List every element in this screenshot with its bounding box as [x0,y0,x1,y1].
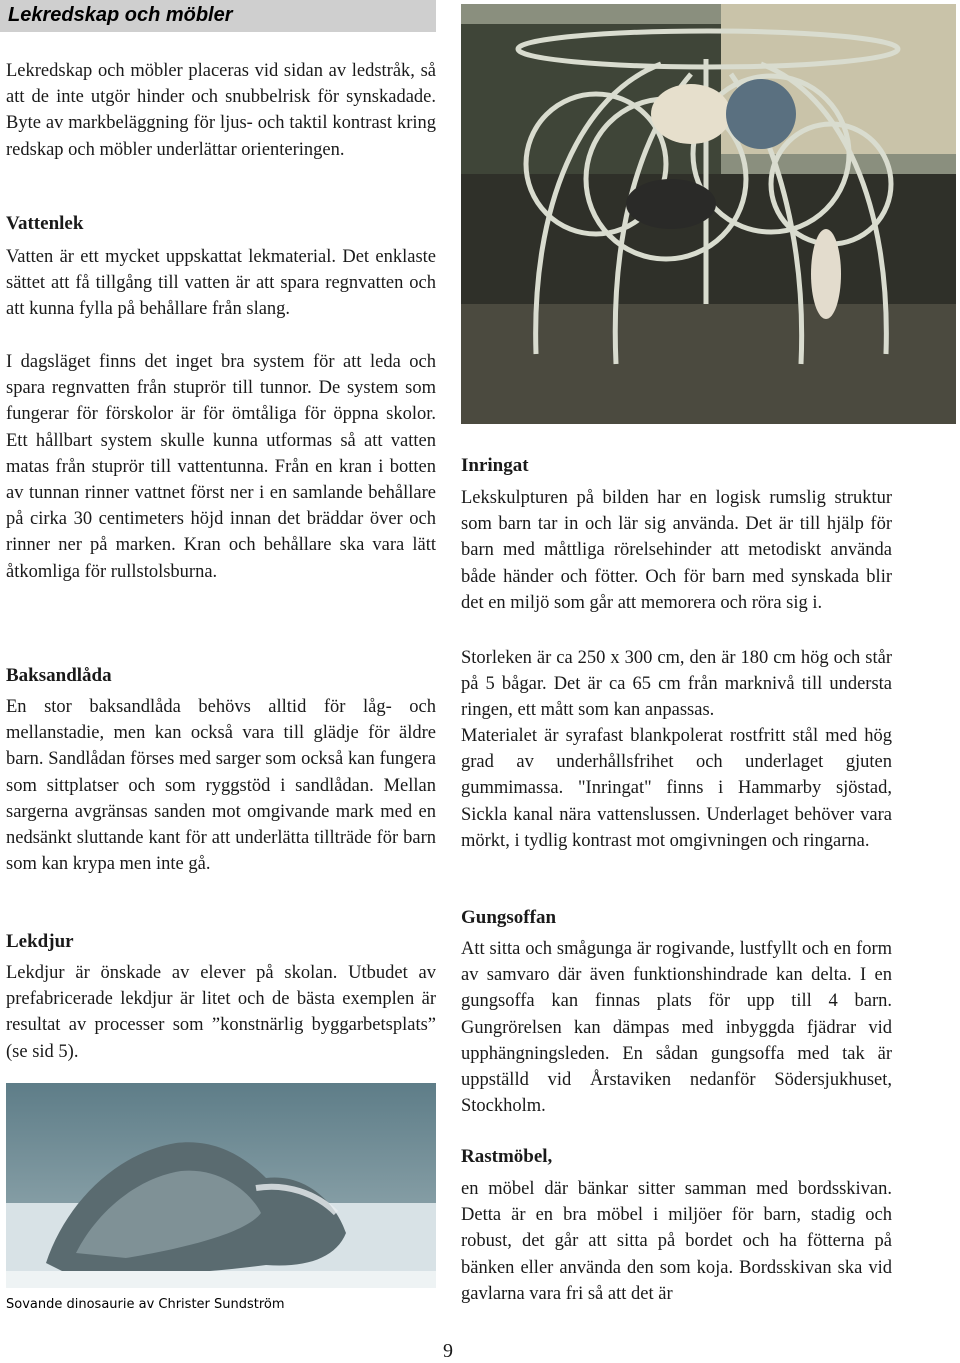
inringat-paragraph-3: Materialet är syrafast blankpolerat rostfritt stål med hög grad av underhållsfrihet och underlaget gjuten gummimassa. "Inringat" finns i Hammarby sjöstad, Sickla kanal nära vattenslussen. Underlaget behöver vara mörkt, i tydlig kontrast mot omgivningen och ringarna. [461,726,892,851]
heading-vattenlek: Vattenlek [6,213,84,234]
rastmobel-paragraph: en möbel där bänkar sitter samman med bordsskivan. Detta är en bra möbel i miljöer för barn, stadig och robust, det går att sitta på bordet och ha fötterna på bänken eller använda den som koja. Bordsskivan ska vid gavlarna vara fri så att det är [461,1179,892,1304]
inringat-paragraph-1: Lekskulpturen på bilden har en logisk rumslig struktur som barn tar in och lär sig använda. Det är till hjälp för barn med måttliga rörelsehinder att metodiskt använda både händer och fötter. Och för barn med synskada blir det en miljö som går att memorera och röra sig i. [461,488,892,613]
sculpture-photo [461,4,956,424]
lekdjur-paragraph: Lekdjur är önskade av elever på skolan. Utbudet av prefabricerade lekdjur är litet och de bästa exemplen är resultat av processer som ”konstnärlig byggarbetsplats” (se sid 5). [6,963,436,1062]
heading-baksandlada: Baksandlåda [6,665,112,686]
heading-rastmobel: Rastmöbel, [461,1146,553,1167]
photo-caption: Sovande dinosaurie av Christer Sundström [6,1297,285,1312]
baksandlada-paragraph: En stor baksandlåda behövs alltid för låg- och mellanstadie, men kan också vara till glädje för äldre barn. Sandlådan förses med sarger som också kan fungera som sittplatser och som ryggstöd i sandlådan. Mellan sargerna avgränsas sanden mot omgivande mark med en nedsänkt sluttande kant för att underlätta tillträde för barn som kan krypa men inte gå. [6,697,436,875]
page-title: Lekredskap och möbler [8,4,233,26]
vattenlek-paragraph-1: Vatten är ett mycket uppskattat lekmaterial. Det enklaste sättet att få tillgång till vatten är att spara regnvatten och att kunna fylla på behållare från slang. [6,247,436,320]
heading-inringat: Inringat [461,455,529,476]
page-number: 9 [443,1340,453,1362]
inringat-paragraph-2: Storleken är ca 250 x 300 cm, den är 180 cm hög och står på 5 bågar. Det är ca 65 cm från marknivå till understa ringen, ett mått som kan anpassas. [461,648,892,721]
heading-lekdjur: Lekdjur [6,931,74,952]
gungsoffan-paragraph: Att sitta och smågunga är rogivande, lustfyllt och en form av samvaro där även funktionshindrade kan delta. I en gungsoffa kan finnas plats för upp till 4 barn. Gungrörelsen kan dämpas med inbyggda fjädrar vid upphängningsleden. En sådan gungsoffa med tak är uppställd vid Årstaviken nedanför Södersjukhuset, Stockholm. [461,939,892,1117]
vattenlek-paragraph-2: I dagsläget finns det inget bra system för att leda och spara regnvatten från stuprör till tunnor. De system som fungerar för förskolor är för ömtåliga för öppna skolor. Ett hållbart system skulle kunna utformas så att vatten matas från stuprör till vattentunna. Från en kran i botten av tunnan rinner vattnet först ner i en samlande behållare på cirka 30 centimeters höjd innan det bräddar över och rinner ner på marken. Kran och behållare ska vara lätt åtkomliga för rullstolsburna. [6,352,436,582]
heading-gungsoffan: Gungsoffan [461,907,557,928]
title-bar [0,0,436,32]
intro-paragraph: Lekredskap och möbler placeras vid sidan av ledstråk, så att de inte utgör hinder och snubbelrisk för synskadade. Byte av markbeläggning för ljus- och taktil kontrast kring redskap och möbler underlättar orienteringen. [6,61,436,160]
dinosaur-photo [6,1083,436,1288]
